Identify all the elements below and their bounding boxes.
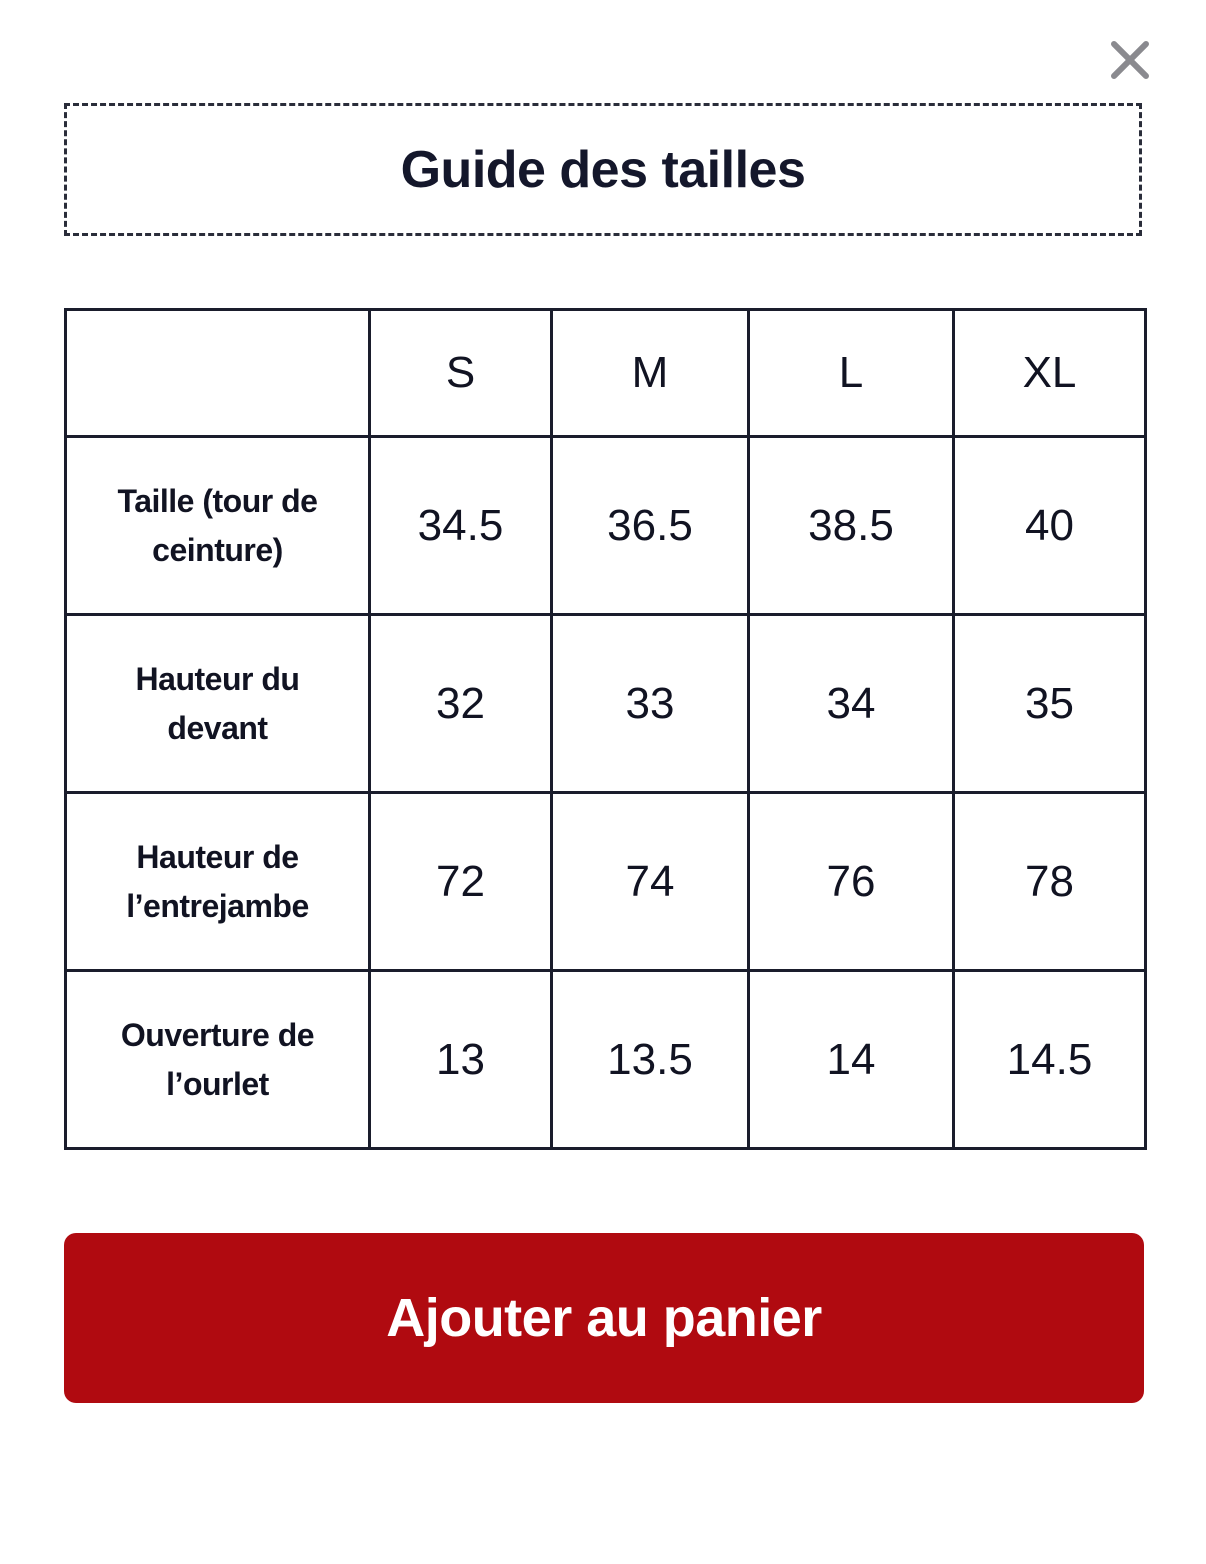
table-cell: 40 <box>954 437 1146 615</box>
table-cell: 33 <box>552 615 749 793</box>
table-cell: 13.5 <box>552 971 749 1149</box>
size-guide-table <box>64 308 1147 1150</box>
column-header-xl: XL <box>954 310 1146 437</box>
table-cell: 14 <box>749 971 954 1149</box>
add-to-cart-button[interactable]: Ajouter au panier <box>64 1233 1144 1403</box>
table-cell: 78 <box>954 793 1146 971</box>
table-row <box>66 437 1146 615</box>
column-header-l: L <box>749 310 954 437</box>
close-button[interactable] <box>1106 36 1154 84</box>
table-cell: 14.5 <box>954 971 1146 1149</box>
table-row <box>66 793 1146 971</box>
close-icon <box>1106 36 1154 84</box>
table-cell: 76 <box>749 793 954 971</box>
table-cell: 74 <box>552 793 749 971</box>
table-row <box>66 615 1146 793</box>
table-cell: 35 <box>954 615 1146 793</box>
table-cell: 72 <box>370 793 552 971</box>
table-cell: 34.5 <box>370 437 552 615</box>
table-cell: 38.5 <box>749 437 954 615</box>
row-label: Ouverture de l’ourlet <box>66 971 370 1149</box>
page-title: Guide des tailles <box>400 140 806 199</box>
row-label: Taille (tour de ceinture) <box>66 437 370 615</box>
table-cell: 32 <box>370 615 552 793</box>
row-label: Hauteur du devant <box>66 615 370 793</box>
column-header-s: S <box>370 310 552 437</box>
row-label: Hauteur de l’entrejambe <box>66 793 370 971</box>
table-cell: 13 <box>370 971 552 1149</box>
column-header-m: M <box>552 310 749 437</box>
table-cell: 36.5 <box>552 437 749 615</box>
table-row <box>66 971 1146 1149</box>
column-header-empty <box>66 310 370 437</box>
table-header-row <box>66 310 1146 437</box>
title-box <box>64 103 1142 236</box>
table-cell: 34 <box>749 615 954 793</box>
